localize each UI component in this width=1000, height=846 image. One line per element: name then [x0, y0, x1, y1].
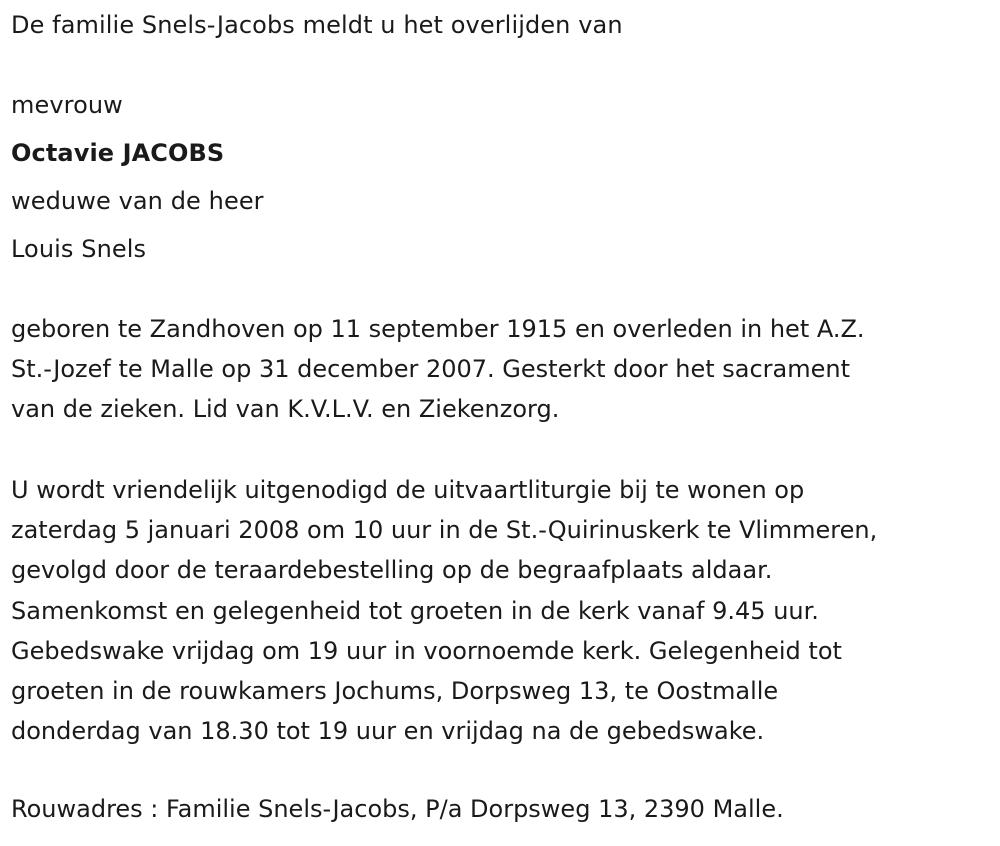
birth-death-paragraph — [11, 309, 865, 430]
title-line: mevrouw — [11, 91, 123, 119]
funeral-line: Gebedswake vrijdag om 19 uur in voornoemde kerk. Gelegenheid tot — [11, 636, 842, 665]
funeral-line: donderdag van 18.30 tot 19 uur en vrijdag na de gebedswake. — [11, 717, 765, 746]
intro-line: De familie Snels-Jacobs meldt u het overlijden van — [11, 11, 623, 39]
birth-death-line: St.-Jozef te Malle op 31 december 2007. Gesterkt door het sacrament — [11, 355, 851, 384]
relation-line: weduwe van de heer — [11, 187, 264, 215]
birth-death-line: van de zieken. Lid van K.V.L.V. en Ziekenzorg. — [11, 395, 560, 424]
funeral-line: Samenkomst en gelegenheid tot groeten in de kerk vanaf 9.45 uur. — [11, 596, 819, 625]
funeral-line: groeten in de rouwkamers Jochums, Dorpsweg 13, te Oostmalle — [11, 677, 779, 706]
deceased-name: Octavie JACOBS — [11, 139, 225, 167]
funeral-line: gevolgd door de teraardebestelling op de begraafplaats aldaar. — [11, 556, 773, 585]
funeral-paragraph — [11, 470, 877, 751]
address-line: Rouwadres : Familie Snels-Jacobs, P/a Dorpsweg 13, 2390 Malle. — [11, 795, 784, 823]
spouse-name: Louis Snels — [11, 235, 147, 263]
funeral-line: zaterdag 5 januari 2008 om 10 uur in de St.-Quirinuskerk te Vlimmeren, — [11, 516, 878, 545]
birth-death-line: geboren te Zandhoven op 11 september 1915 en overleden in het A.Z. — [11, 315, 865, 343]
funeral-line: U wordt vriendelijk uitgenodigd de uitvaartliturgie bij te wonen op — [11, 476, 805, 504]
